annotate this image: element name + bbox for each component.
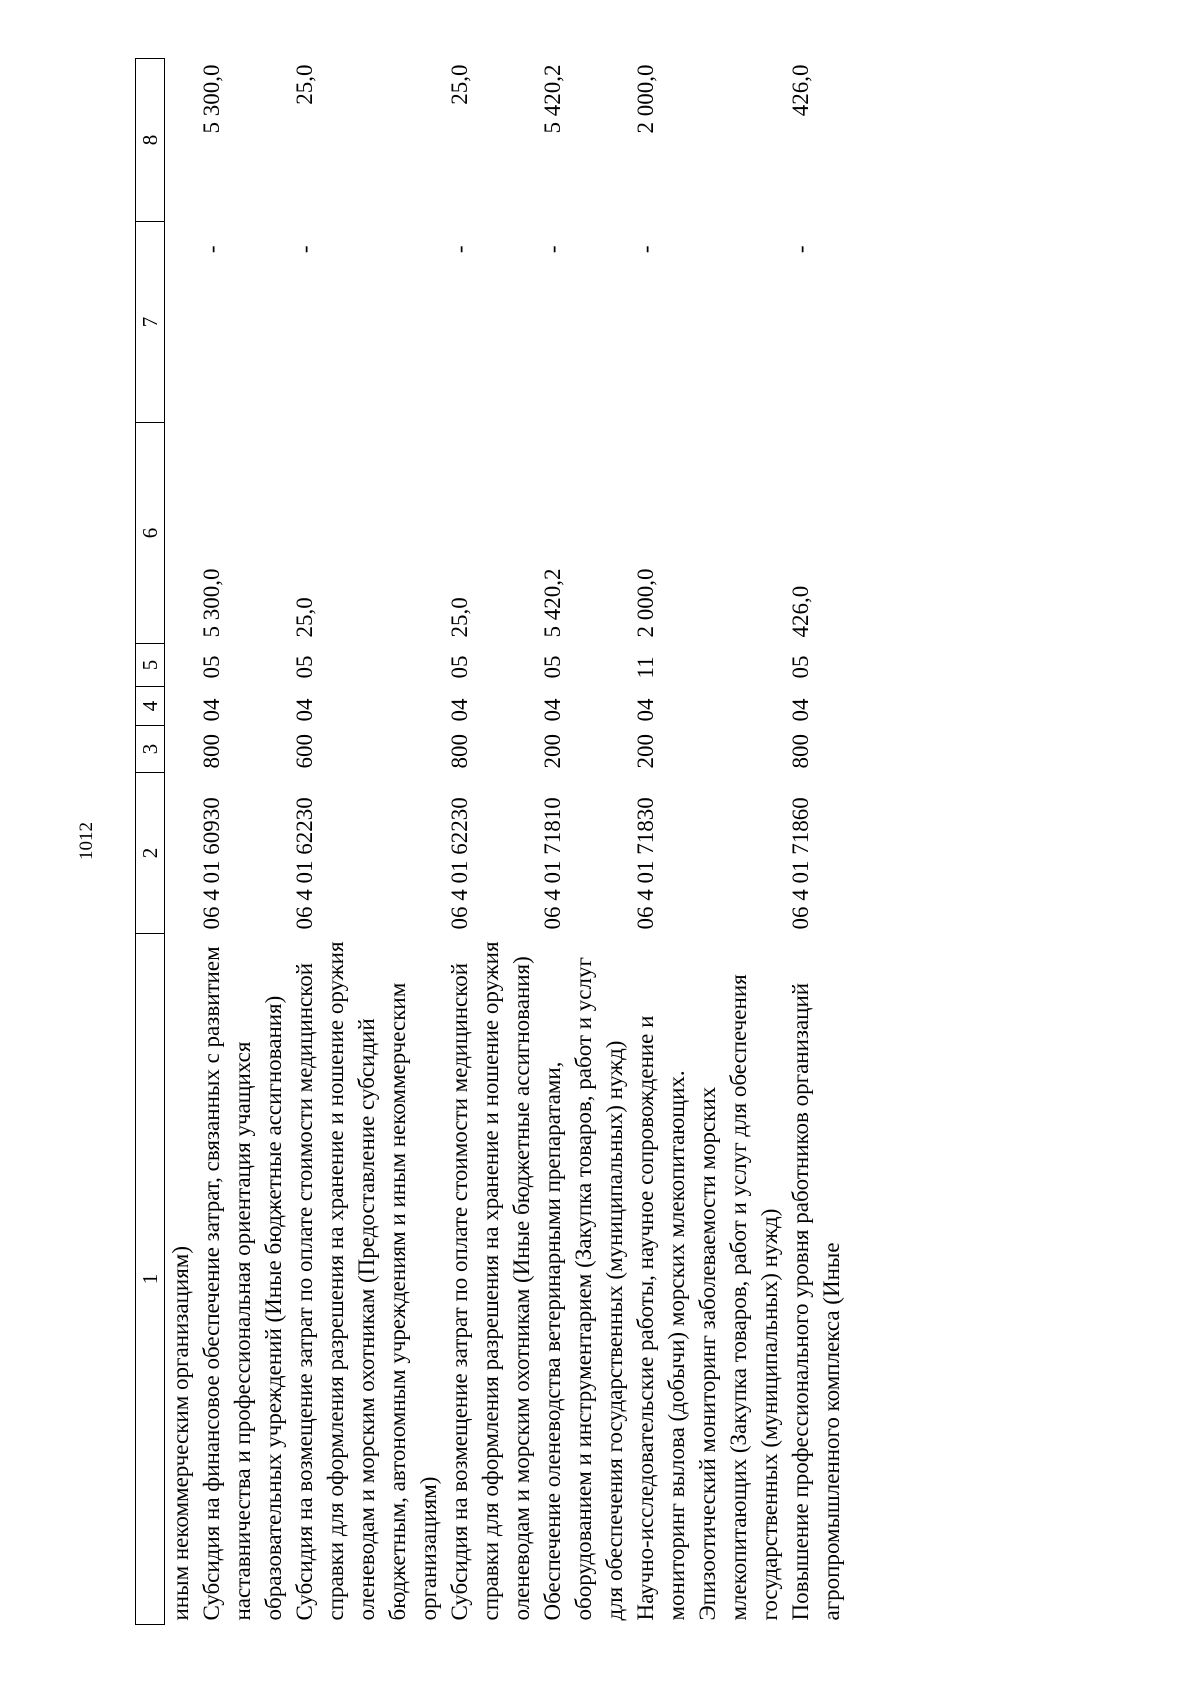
row-total: 5 300,0 <box>199 568 224 638</box>
row-col8: 426,0 <box>788 64 813 117</box>
row-col7: - <box>447 245 472 254</box>
row-rz: 04 <box>633 698 658 722</box>
row-code: 06 4 01 71810 <box>540 797 565 930</box>
header-row <box>136 59 165 1625</box>
row-col8: 25,0 <box>447 64 472 105</box>
row-pr: 05 <box>540 655 565 679</box>
table-row <box>196 59 289 1625</box>
row-rz: 04 <box>447 698 472 722</box>
row-total: 25,0 <box>447 597 472 638</box>
row-total: 5 420,2 <box>540 568 565 638</box>
table-row <box>630 59 785 1625</box>
row-vr: 600 <box>292 734 317 769</box>
page-number: 1012 <box>76 822 97 860</box>
row-pr: 05 <box>788 655 813 679</box>
row-col7: - <box>788 245 813 254</box>
budget-table <box>135 58 847 1625</box>
row-name: Субсидия на возмещение затрат по оплате стоимости медицинской справки для оформления разрешения на хранение и ношение оружия оленеводам и морским охотникам (Предоставление субсидий бюджетным, автономным учреждениям и иным некоммерческим организациям) <box>292 941 441 1621</box>
row-vr: 800 <box>199 734 224 769</box>
row-col8: 2 000,0 <box>633 64 658 134</box>
continuation-text: иным некоммерческим организациям) <box>168 1245 193 1621</box>
row-col7: - <box>633 245 658 254</box>
row-col8: 5 300,0 <box>199 64 224 134</box>
header-col-8: 8 <box>136 59 165 222</box>
row-pr: 11 <box>633 656 658 679</box>
row-name: Повышение профессионального уровня работников организаций агропромышленного комплекса (Иные <box>788 982 844 1621</box>
row-vr: 800 <box>788 734 813 769</box>
table-row <box>785 59 847 1625</box>
row-vr: 800 <box>447 734 472 769</box>
row-code: 06 4 01 62230 <box>292 797 317 930</box>
header-col-2: 2 <box>136 773 165 934</box>
row-col7: - <box>540 245 565 254</box>
row-col8: 25,0 <box>292 64 317 105</box>
row-code: 06 4 01 71830 <box>633 797 658 930</box>
row-col8: 5 420,2 <box>540 64 565 134</box>
row-code: 06 4 01 62230 <box>447 797 472 930</box>
row-vr: 200 <box>633 734 658 769</box>
header-col-4: 4 <box>136 687 165 726</box>
header-col-7: 7 <box>136 222 165 423</box>
row-col7: - <box>292 245 317 254</box>
row-name: Обеспечение оленеводства ветеринарными препаратами, оборудованием и инструментарием (Закупка товаров, работ и услуг для обеспечения государственных (муниципальных) нужд) <box>540 957 627 1621</box>
row-col7: - <box>199 245 224 254</box>
row-name: Субсидия на возмещение затрат по оплате стоимости медицинской справки для оформления разрешения на хранение и ношение оружия оленеводам и морским охотникам (Иные бюджетные ассигнования) <box>447 941 534 1621</box>
row-rz: 04 <box>540 698 565 722</box>
table-row <box>444 59 537 1625</box>
row-pr: 05 <box>199 655 224 679</box>
row-total: 25,0 <box>292 597 317 638</box>
continuation-row <box>165 59 197 1625</box>
header-col-5: 5 <box>136 644 165 687</box>
header-col-1: 1 <box>136 934 165 1625</box>
table-row <box>537 59 630 1625</box>
table-row <box>289 59 444 1625</box>
row-name: Научно-исследовательские работы, научное сопровождение и мониторинг вылова (добычи) морских млекопитающих. Эпизоотический мониторинг заболеваемости морских млекопитающих (Закупка товаров, работ и услуг для обеспечения государственных (муниципальных) нужд) <box>633 974 782 1621</box>
header-col-6: 6 <box>136 423 165 644</box>
row-code: 06 4 01 71860 <box>788 797 813 930</box>
row-code: 06 4 01 60930 <box>199 797 224 930</box>
row-rz: 04 <box>199 698 224 722</box>
row-total: 2 000,0 <box>633 568 658 638</box>
row-total: 426,0 <box>788 585 813 638</box>
header-col-3: 3 <box>136 726 165 773</box>
row-rz: 04 <box>788 698 813 722</box>
row-rz: 04 <box>292 698 317 722</box>
row-pr: 05 <box>292 655 317 679</box>
rotated-page <box>135 65 1075 1625</box>
row-name: Субсидия на финансовое обеспечение затрат, связанных с развитием наставничества и профессиональная ориентация учащихся образовательных учреждений (Иные бюджетные ассигнования) <box>199 946 286 1621</box>
row-vr: 200 <box>540 734 565 769</box>
row-pr: 05 <box>447 655 472 679</box>
